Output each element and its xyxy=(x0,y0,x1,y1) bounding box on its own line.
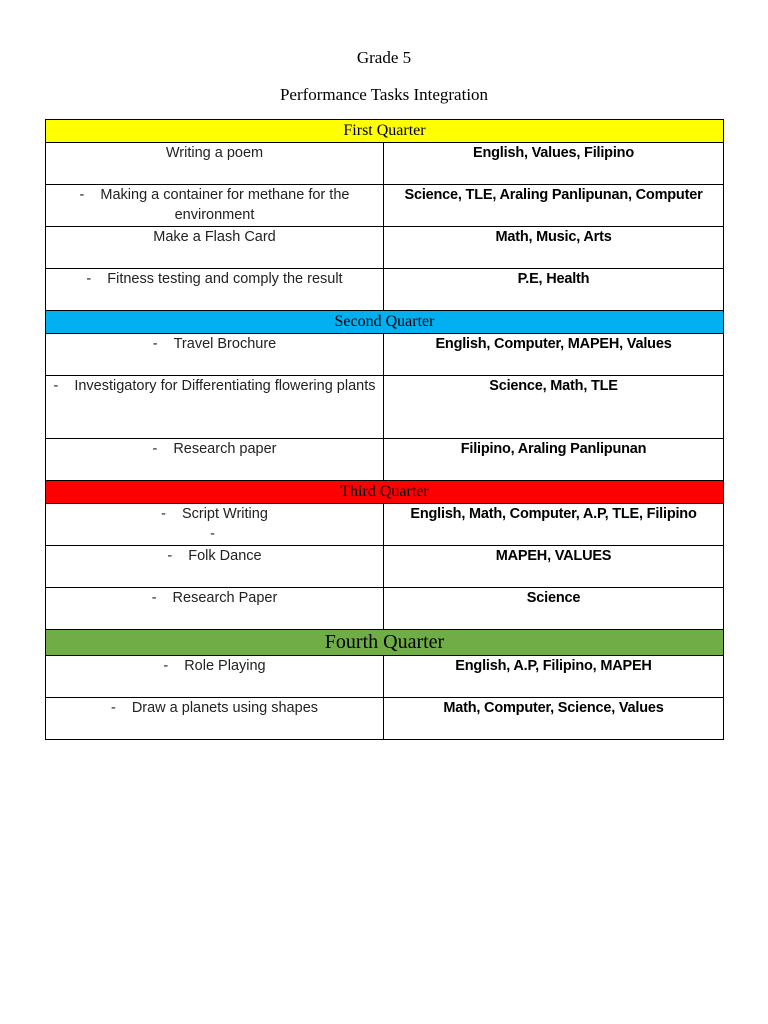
subjects-cell: Filipino, Araling Panlipunan xyxy=(384,439,724,481)
quarter-header-first: First Quarter xyxy=(46,120,724,143)
task-cell xyxy=(46,546,384,588)
subjects-cell: P.E, Health xyxy=(384,269,724,311)
task-text: Make a Flash Card xyxy=(153,229,276,245)
task-text: Research paper xyxy=(173,441,277,457)
task-text: Fitness testing and comply the result xyxy=(107,271,343,287)
table-row xyxy=(46,376,724,439)
quarter-header-fourth: Fourth Quarter xyxy=(46,630,724,656)
bullet-dash: - xyxy=(151,590,157,606)
table-row xyxy=(46,656,724,698)
task-text: Folk Dance xyxy=(188,548,262,564)
subjects-cell: Math, Computer, Science, Values xyxy=(384,698,724,740)
table-row xyxy=(46,698,724,740)
bullet-dash: - xyxy=(210,526,215,542)
table-row xyxy=(46,185,724,227)
task-cell xyxy=(46,143,384,185)
task-text: Travel Brochure xyxy=(173,336,277,352)
task-text: Research Paper xyxy=(172,590,278,606)
task-text: Script Writing xyxy=(181,506,268,522)
task-cell xyxy=(46,656,384,698)
table-row xyxy=(46,227,724,269)
task-text: Writing a poem xyxy=(165,145,264,161)
subjects-cell: MAPEH, VALUES xyxy=(384,546,724,588)
performance-tasks-table xyxy=(45,119,724,740)
task-cell xyxy=(46,185,384,227)
table-row xyxy=(46,269,724,311)
table-row xyxy=(46,588,724,630)
subjects-cell: English, Math, Computer, A.P, TLE, Filipino xyxy=(384,504,724,546)
bullet-dash: - xyxy=(110,700,116,716)
subjects-cell: Science, TLE, Araling Panlipunan, Computer xyxy=(384,185,724,227)
task-cell xyxy=(46,227,384,269)
task-cell xyxy=(46,439,384,481)
bullet-dash: - xyxy=(163,658,169,674)
bullet-dash: - xyxy=(152,441,158,457)
document-subtitle: Performance Tasks Integration xyxy=(279,85,489,104)
quarter-header-second: Second Quarter xyxy=(46,311,724,334)
table-row xyxy=(46,504,724,546)
bullet-dash: - xyxy=(167,548,173,564)
task-cell xyxy=(46,334,384,376)
task-cell xyxy=(46,698,384,740)
task-text: Investigatory for Differentiating flowering plants xyxy=(74,378,376,394)
task-cell xyxy=(46,588,384,630)
subjects-cell: Science xyxy=(384,588,724,630)
task-text: Role Playing xyxy=(184,658,266,674)
table-row xyxy=(46,143,724,185)
bullet-dash: - xyxy=(79,187,85,203)
subjects-cell: English, Computer, MAPEH, Values xyxy=(384,334,724,376)
table-row xyxy=(46,439,724,481)
task-text: Making a container for methane for the environment xyxy=(100,187,350,223)
task-cell xyxy=(46,376,384,439)
bullet-dash: - xyxy=(152,336,158,352)
subjects-cell: Science, Math, TLE xyxy=(384,376,724,439)
subjects-cell: Math, Music, Arts xyxy=(384,227,724,269)
quarter-header-third: Third Quarter xyxy=(46,481,724,504)
bullet-dash: - xyxy=(161,506,166,522)
bullet-dash: - xyxy=(86,271,92,287)
task-text: Draw a planets using shapes xyxy=(131,700,319,716)
table-row xyxy=(46,334,724,376)
task-cell xyxy=(46,269,384,311)
table-row xyxy=(46,546,724,588)
subjects-cell: English, A.P, Filipino, MAPEH xyxy=(384,656,724,698)
subjects-cell: English, Values, Filipino xyxy=(384,143,724,185)
bullet-dash: - xyxy=(53,378,59,394)
document-title: Grade 5 xyxy=(356,48,412,67)
task-cell xyxy=(46,504,384,546)
